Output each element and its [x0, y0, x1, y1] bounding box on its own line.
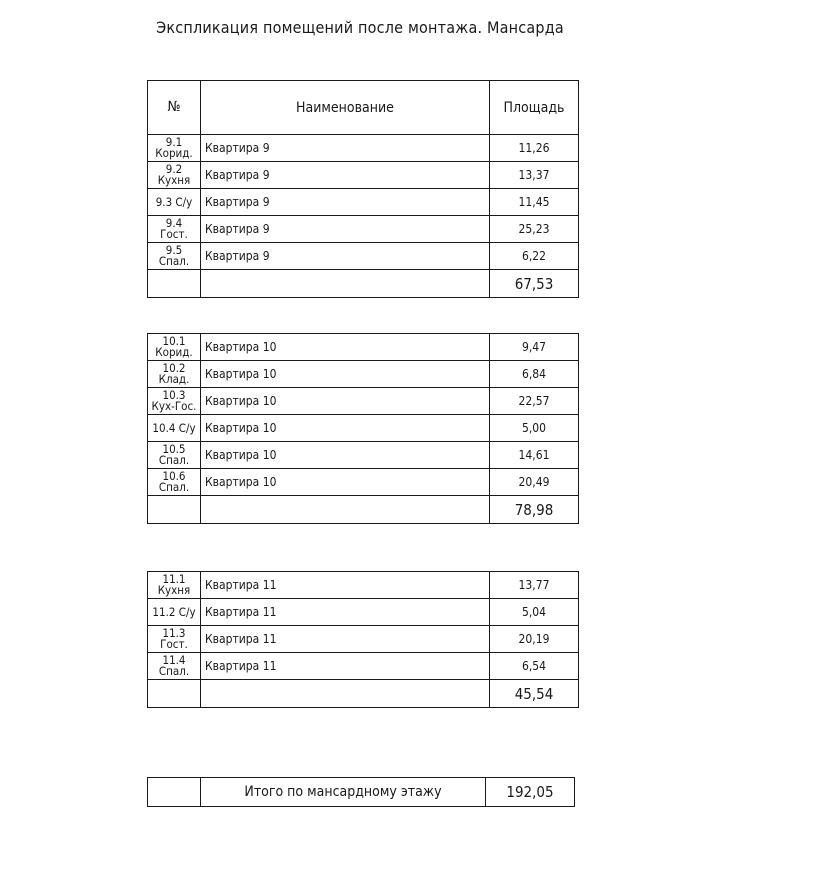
room-area: 11,45 [490, 189, 579, 216]
room-name: Квартира 10 [201, 361, 490, 388]
room-name: Квартира 10 [201, 442, 490, 469]
room-code: 11.3 [162, 626, 186, 640]
subtotal-value: 45,54 [490, 680, 579, 708]
empty-cell [201, 270, 490, 298]
room-number [148, 626, 201, 653]
document-title: Экспликация помещений после монтажа. Мансарда [156, 18, 564, 37]
room-code: 9.1 [165, 135, 183, 149]
room-type: Спал. [158, 664, 190, 678]
subtotal-row [148, 496, 579, 524]
table-row [148, 216, 579, 243]
room-code: 10.5 [162, 442, 186, 456]
room-area: 20,49 [490, 469, 579, 496]
room-type: Кухня [157, 583, 191, 597]
table-row [148, 572, 579, 599]
table-row [148, 469, 579, 496]
room-area: 6,84 [490, 361, 579, 388]
room-code: 10.2 [162, 361, 186, 375]
room-code: 9.2 [165, 162, 183, 176]
empty-cell [201, 496, 490, 524]
header-name: Наименование [201, 81, 490, 135]
table-row [148, 415, 579, 442]
room-number [148, 243, 201, 270]
room-code: 11.4 [162, 653, 186, 667]
apartment-9-table [147, 80, 579, 298]
room-number: 10.4 С/у [148, 415, 201, 442]
room-name: Квартира 11 [201, 626, 490, 653]
subtotal-row [148, 270, 579, 298]
room-code: 9.5 [165, 243, 183, 257]
apartment-11-table [147, 571, 579, 708]
room-type: Кух-Гос. [151, 399, 197, 413]
grand-total-label: Итого по мансардному этажу [201, 778, 486, 807]
room-code: 11.1 [162, 572, 186, 586]
table-row [148, 626, 579, 653]
room-type: Спал. [158, 480, 190, 494]
room-area: 6,54 [490, 653, 579, 680]
room-code: 10.6 [162, 469, 186, 483]
empty-cell [148, 270, 201, 298]
room-name: Квартира 11 [201, 599, 490, 626]
table-row [148, 189, 579, 216]
grand-total-table [147, 777, 575, 807]
header-number: № [148, 81, 201, 135]
room-name: Квартира 9 [201, 189, 490, 216]
table-row [148, 243, 579, 270]
room-area: 13,77 [490, 572, 579, 599]
empty-cell [148, 680, 201, 708]
room-type: Клад. [158, 372, 190, 386]
room-name: Квартира 11 [201, 572, 490, 599]
subtotal-value: 78,98 [490, 496, 579, 524]
room-type: Гост. [160, 227, 188, 241]
room-number [148, 216, 201, 243]
room-type: Кухня [157, 173, 191, 187]
room-number: 9.3 С/у [148, 189, 201, 216]
table-row [148, 653, 579, 680]
apartment-10-table [147, 333, 579, 524]
room-code: 10.1 [162, 334, 186, 348]
table-row [148, 361, 579, 388]
table-row [148, 388, 579, 415]
room-number [148, 334, 201, 361]
table-row [148, 442, 579, 469]
grand-total-value: 192,05 [486, 778, 575, 807]
room-number [148, 388, 201, 415]
room-area: 5,04 [490, 599, 579, 626]
room-name: Квартира 9 [201, 216, 490, 243]
room-area: 13,37 [490, 162, 579, 189]
room-area: 20,19 [490, 626, 579, 653]
room-area: 11,26 [490, 135, 579, 162]
grand-total-row [148, 778, 575, 807]
header-area: Площадь [490, 81, 579, 135]
room-name: Квартира 10 [201, 469, 490, 496]
room-type: Корид. [155, 146, 193, 160]
room-area: 14,61 [490, 442, 579, 469]
room-number [148, 653, 201, 680]
empty-cell [148, 778, 201, 807]
room-area: 5,00 [490, 415, 579, 442]
room-number [148, 135, 201, 162]
room-area: 22,57 [490, 388, 579, 415]
room-area: 6,22 [490, 243, 579, 270]
room-number [148, 572, 201, 599]
table-header-row [148, 81, 579, 135]
table-row [148, 162, 579, 189]
room-type: Спал. [158, 453, 190, 467]
room-type: Корид. [155, 345, 193, 359]
table-row [148, 334, 579, 361]
room-number [148, 162, 201, 189]
room-name: Квартира 10 [201, 415, 490, 442]
room-name: Квартира 9 [201, 135, 490, 162]
room-name: Квартира 11 [201, 653, 490, 680]
subtotal-row [148, 680, 579, 708]
table-row [148, 599, 579, 626]
room-name: Квартира 10 [201, 334, 490, 361]
room-type: Спал. [158, 254, 190, 268]
room-code: 10.3 [162, 388, 186, 402]
room-name: Квартира 10 [201, 388, 490, 415]
room-number [148, 469, 201, 496]
table-row [148, 135, 579, 162]
room-type: Гост. [160, 637, 188, 651]
subtotal-value: 67,53 [490, 270, 579, 298]
room-name: Квартира 9 [201, 162, 490, 189]
room-number: 11.2 С/у [148, 599, 201, 626]
room-number [148, 361, 201, 388]
room-name: Квартира 9 [201, 243, 490, 270]
empty-cell [201, 680, 490, 708]
room-area: 9,47 [490, 334, 579, 361]
room-area: 25,23 [490, 216, 579, 243]
room-code: 9.4 [165, 216, 183, 230]
empty-cell [148, 496, 201, 524]
room-number [148, 442, 201, 469]
